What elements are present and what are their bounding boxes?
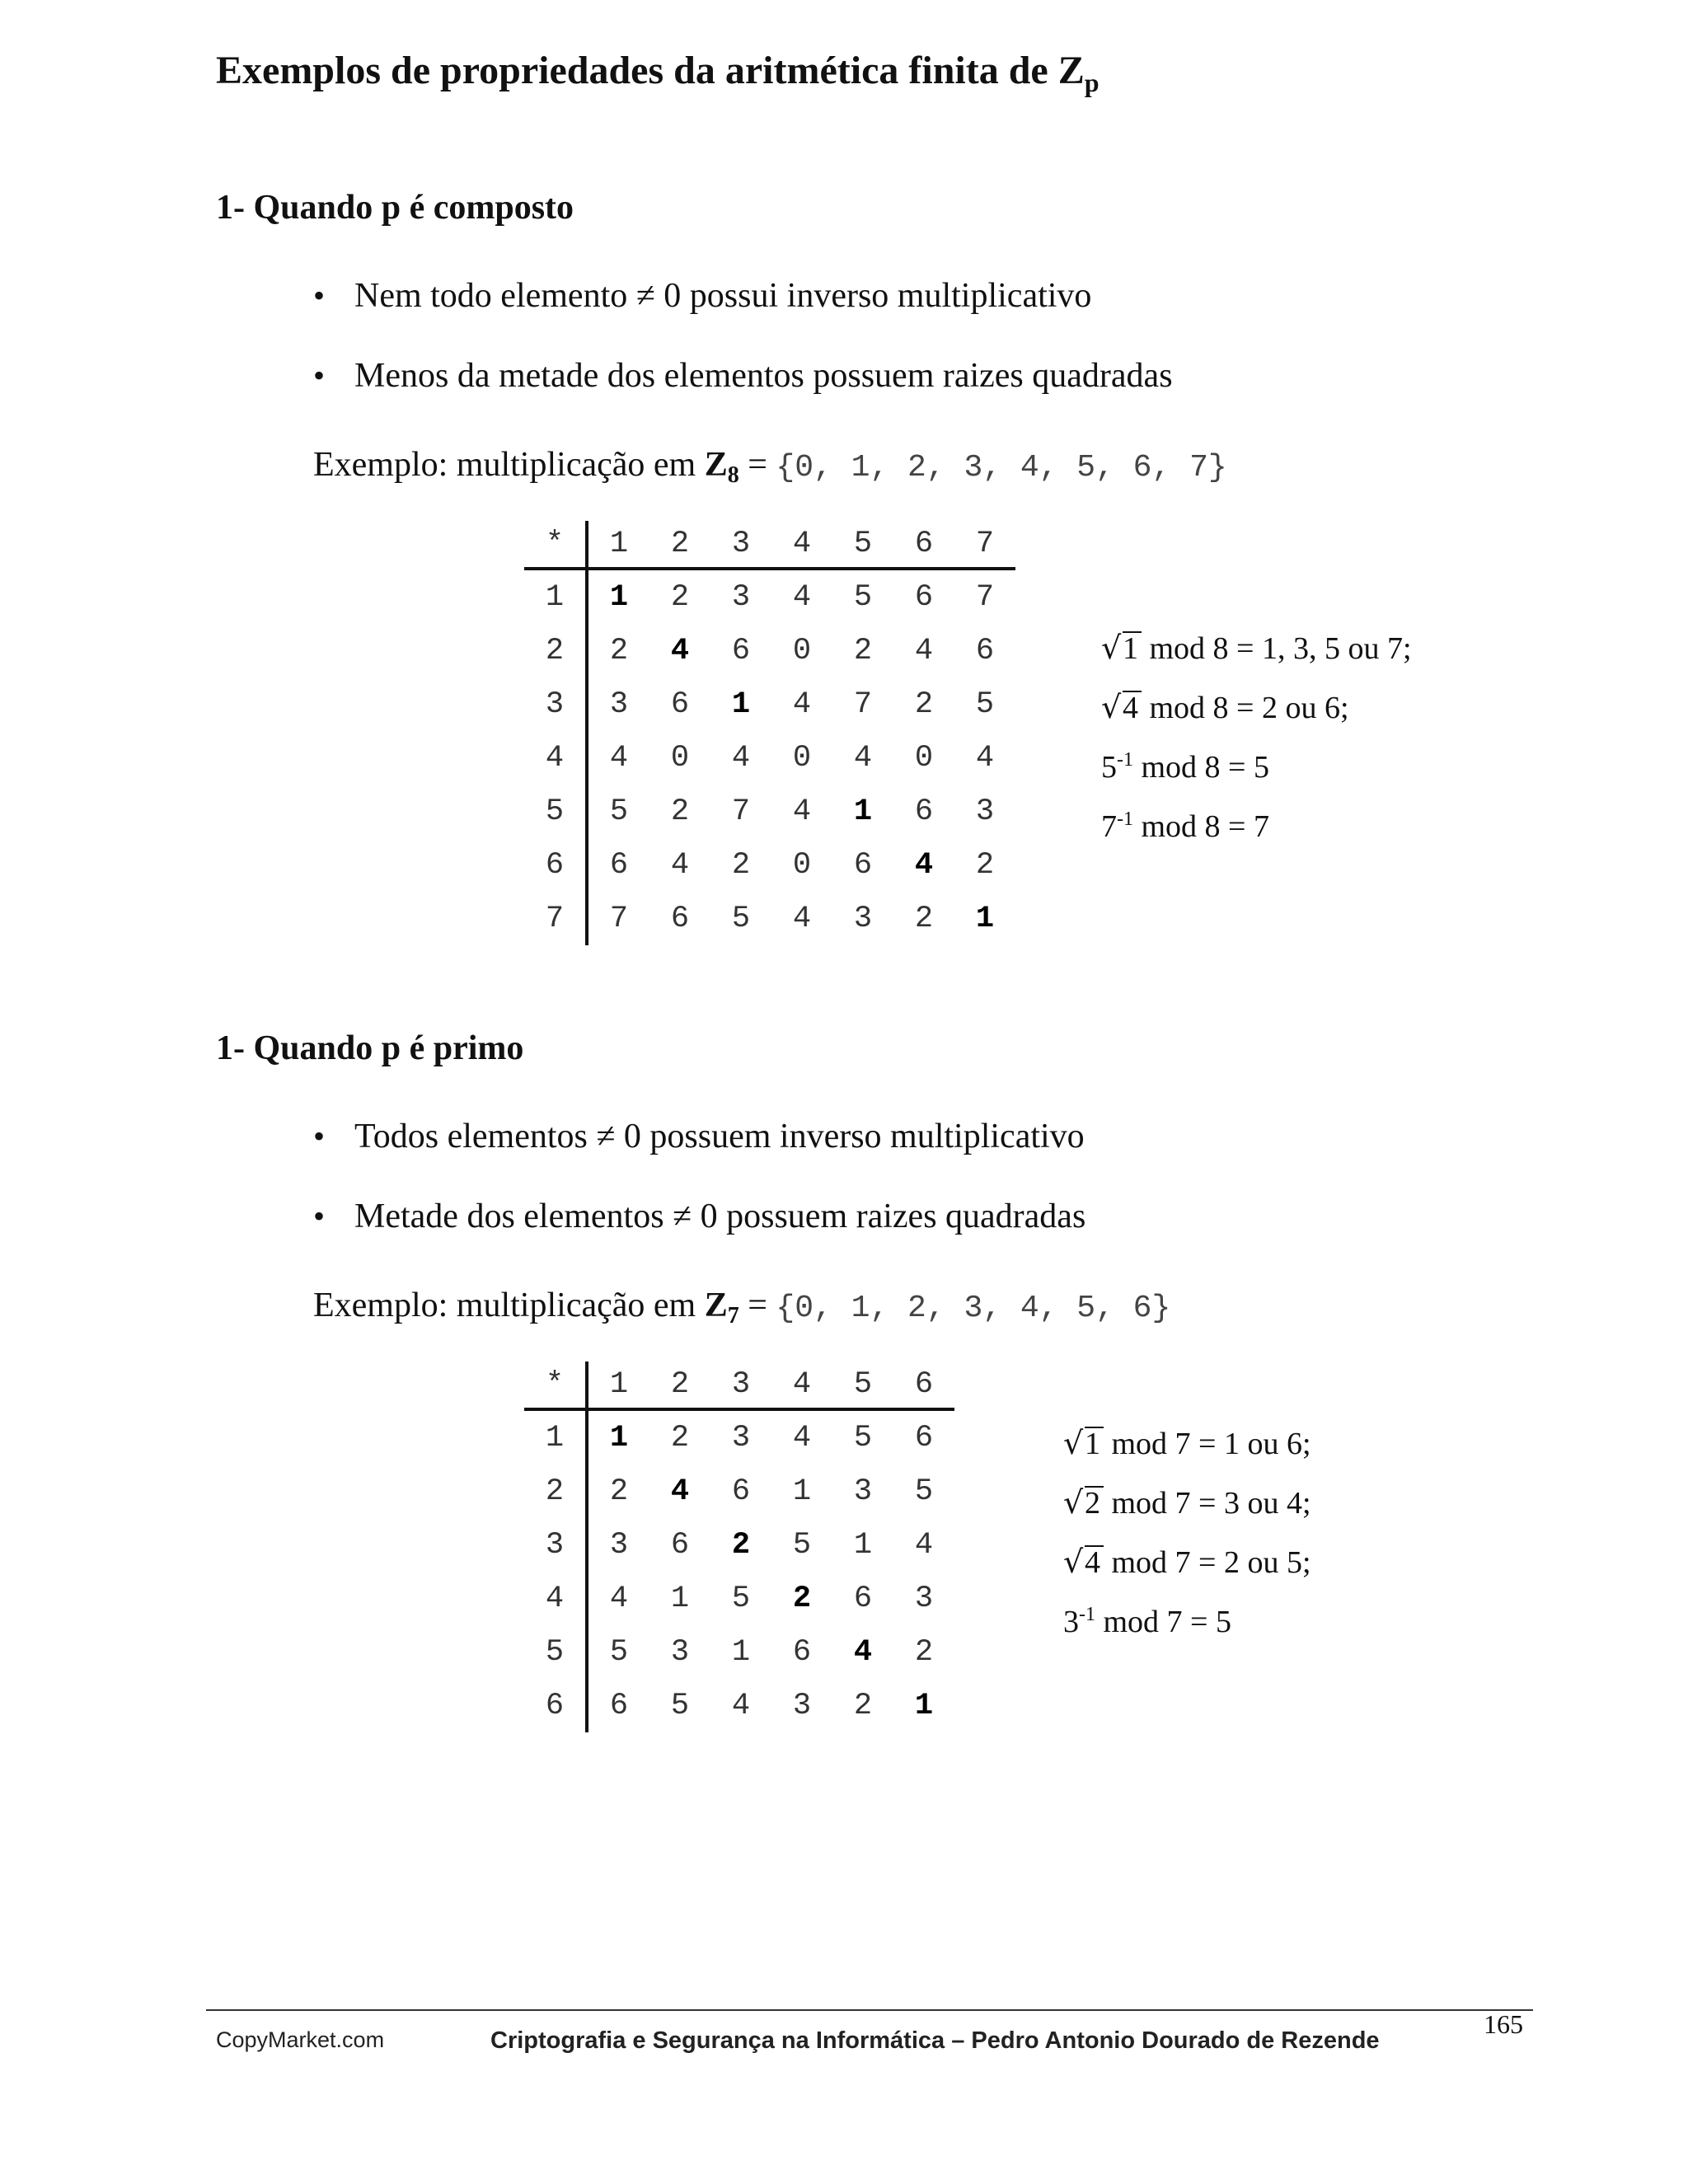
table-header-cell: 3: [710, 1361, 771, 1409]
table-cell: 5: [731, 901, 751, 936]
table-header-cell: 4: [771, 521, 832, 569]
table-cell: 5: [914, 1474, 934, 1509]
table-corner-cell: *: [524, 521, 587, 569]
table-cell: 6: [853, 1581, 873, 1616]
table-cell: 4: [792, 579, 812, 615]
multiplication-table-z7: [524, 1361, 954, 1732]
table-cell: 1: [853, 1527, 873, 1563]
set-values: {0, 1, 2, 3, 4, 5, 6}: [776, 1291, 1171, 1326]
bullet-item: • Todos elementos ≠ 0 possuem inverso multiplicativo: [313, 1117, 1085, 1197]
radicand: 4: [1085, 1545, 1104, 1578]
table-cell: 6: [914, 579, 934, 615]
inverse-base: 3: [1063, 1605, 1079, 1639]
example-line-composite: [313, 445, 1227, 489]
table-cell: 4: [792, 794, 812, 829]
table-row: [524, 731, 1015, 785]
table-row-label: 6: [524, 1679, 587, 1732]
inverse-exponent: -1: [1117, 749, 1133, 771]
note-text: mod 7 = 5: [1095, 1605, 1231, 1639]
note-text: mod 8 = 2 ou 6;: [1142, 691, 1349, 725]
table-header-cell: 4: [771, 1361, 832, 1409]
table-cell: 2: [670, 1420, 690, 1455]
table-cell: 3: [975, 794, 995, 829]
table-row: [524, 1409, 954, 1465]
table-cell: 4: [792, 687, 812, 722]
table-cell: 2: [914, 687, 934, 722]
page-title-text: Exemplos de propriedades da aritmética finita de Z: [216, 49, 1085, 92]
table-cell: 6: [975, 633, 995, 668]
table-row-label: 5: [524, 785, 587, 838]
table-cell: 3: [853, 1474, 873, 1509]
table-cell: 4: [914, 633, 934, 668]
table-cell: 4: [731, 1688, 751, 1723]
table-row-label: 1: [524, 569, 587, 624]
bullet-item: • Metade dos elementos ≠ 0 possuem raizes quadradas: [313, 1197, 1085, 1277]
equals-sign: =: [738, 1286, 776, 1324]
inverse-base: 5: [1101, 750, 1117, 785]
table-header-cell: 6: [893, 521, 954, 569]
table-cell: 4: [670, 1474, 690, 1509]
table-cell: 4: [914, 847, 934, 883]
note-line: [1063, 1426, 1311, 1485]
table-row: [524, 1625, 954, 1679]
table-cell: 0: [792, 740, 812, 776]
example-prefix: Exemplo: multiplicação em: [313, 1286, 705, 1324]
table-cell: 5: [853, 1420, 873, 1455]
table-cell: 2: [731, 847, 751, 883]
table-cell: 3: [853, 901, 873, 936]
table-cell: 1: [731, 687, 751, 722]
table-cell: 5: [853, 579, 873, 615]
table-cell: 6: [853, 847, 873, 883]
table-cell: 2: [670, 794, 690, 829]
page-title-subscript: p: [1084, 68, 1100, 97]
table-header-cell: 5: [832, 521, 893, 569]
table-cell: 6: [914, 794, 934, 829]
table-cell: 6: [670, 687, 690, 722]
table-cell: 3: [792, 1688, 812, 1723]
note-line: [1101, 808, 1412, 868]
note-text: mod 7 = 2 ou 5;: [1104, 1545, 1311, 1580]
notes-z7: [1063, 1426, 1311, 1663]
table-row-label: 4: [524, 731, 587, 785]
table-header-cell: 3: [710, 521, 771, 569]
table-cell: 5: [670, 1688, 690, 1723]
table-header-row: [524, 521, 1015, 569]
table-cell: 7: [975, 579, 995, 615]
table-cell: 3: [609, 687, 629, 722]
table-cell: 5: [609, 1634, 629, 1670]
table-cell: 4: [609, 740, 629, 776]
table-cell: 3: [731, 1420, 751, 1455]
table-cell: 2: [853, 1688, 873, 1723]
equals-sign: =: [738, 446, 776, 484]
page-number: 165: [1484, 2009, 1523, 2039]
radicand: 1: [1085, 1427, 1104, 1460]
table-cell: 3: [731, 579, 751, 615]
note-text: mod 8 = 7: [1133, 809, 1269, 844]
table-header-row: [524, 1361, 954, 1409]
table-cell: 2: [853, 633, 873, 668]
table-row-label: 4: [524, 1572, 587, 1625]
note-text: mod 8 = 5: [1133, 750, 1269, 785]
table-row-label: 2: [524, 1465, 587, 1518]
note-line: [1101, 749, 1412, 808]
note-line: [1101, 630, 1412, 690]
table-row: [524, 569, 1015, 624]
sqrt-expression: [1063, 1486, 1104, 1521]
notes-z8: [1101, 630, 1412, 868]
table-row-label: 2: [524, 624, 587, 677]
table-cell: 4: [853, 1634, 873, 1670]
sqrt-expression: [1063, 1545, 1104, 1580]
bullet-item: • Menos da metade dos elementos possuem raizes quadradas: [313, 356, 1173, 436]
table-cell: 6: [670, 1527, 690, 1563]
table-header-cell: 1: [587, 521, 649, 569]
table-cell: 2: [792, 1581, 812, 1616]
multiplication-table-z8: [524, 521, 1015, 945]
table-row: [524, 1572, 954, 1625]
footer-book-title: Criptografia e Segurança na Informática – Pedro Antonio Dourado de Rezende: [490, 2027, 1380, 2054]
inverse-exponent: -1: [1117, 808, 1133, 830]
table-cell: 6: [731, 1474, 751, 1509]
inverse-base: 7: [1101, 809, 1117, 844]
table-row: [524, 892, 1015, 945]
table-cell: 3: [914, 1581, 934, 1616]
table-cell: 6: [670, 901, 690, 936]
footer-publisher: CopyMarket.com: [216, 2027, 385, 2052]
table-cell: 1: [914, 1688, 934, 1723]
table-row-label: 3: [524, 677, 587, 731]
sqrt-expression: [1063, 1427, 1104, 1461]
note-line: [1101, 690, 1412, 749]
table-row-label: 5: [524, 1625, 587, 1679]
table-row-label: 7: [524, 892, 587, 945]
bullet-list-prime: [313, 1117, 1085, 1277]
set-symbol-letter: Z: [704, 446, 728, 484]
set-symbol: [704, 446, 739, 488]
table-cell: 2: [975, 847, 995, 883]
table-cell: 3: [609, 1527, 629, 1563]
radicand: 2: [1085, 1486, 1104, 1519]
set-subscript: 8: [727, 462, 739, 488]
table-cell: 4: [914, 1527, 934, 1563]
note-line: [1063, 1604, 1311, 1663]
table-cell: 2: [670, 579, 690, 615]
note-line: [1063, 1544, 1311, 1604]
table-cell: 7: [609, 901, 629, 936]
table-cell: 5: [975, 687, 995, 722]
table-cell: 4: [731, 740, 751, 776]
inverse-exponent: -1: [1079, 1604, 1095, 1625]
table-corner-cell: *: [524, 1361, 587, 1409]
footer-divider: [206, 2009, 1533, 2011]
table-row: [524, 624, 1015, 677]
table-cell: 2: [609, 1474, 629, 1509]
table-header-cell: 2: [649, 1361, 710, 1409]
table-row: [524, 1679, 954, 1732]
table-row-label: 3: [524, 1518, 587, 1572]
set-subscript: 7: [727, 1303, 739, 1329]
page-title: [216, 48, 1100, 98]
table-cell: 0: [792, 847, 812, 883]
table-cell: 2: [731, 1527, 751, 1563]
table-header-cell: 5: [832, 1361, 893, 1409]
set-values: {0, 1, 2, 3, 4, 5, 6, 7}: [776, 450, 1227, 485]
table-cell: 4: [670, 633, 690, 668]
table-cell: 4: [975, 740, 995, 776]
table-cell: 5: [792, 1527, 812, 1563]
table-cell: 0: [914, 740, 934, 776]
table-cell: 0: [792, 633, 812, 668]
table-cell: 5: [731, 1581, 751, 1616]
radicand: 4: [1123, 691, 1142, 724]
table-header-cell: 1: [587, 1361, 649, 1409]
table-cell: 2: [914, 901, 934, 936]
sqrt-expression: [1101, 691, 1142, 725]
table-cell: 5: [609, 794, 629, 829]
bullet-list-composite: [313, 276, 1173, 436]
table-cell: 3: [670, 1634, 690, 1670]
set-symbol-letter: Z: [704, 1286, 728, 1324]
table-cell: 7: [731, 794, 751, 829]
table-row: [524, 838, 1015, 892]
table-header-cell: 2: [649, 521, 710, 569]
table-cell: 6: [914, 1420, 934, 1455]
section-heading-composite: 1- Quando p é composto: [216, 189, 574, 227]
note-text: mod 7 = 1 ou 6;: [1104, 1427, 1311, 1461]
table-cell: 4: [853, 740, 873, 776]
set-symbol: [704, 1286, 739, 1329]
table-cell: 4: [670, 847, 690, 883]
example-prefix: Exemplo: multiplicação em: [313, 446, 705, 484]
radicand: 1: [1123, 631, 1142, 664]
table-header-cell: 6: [893, 1361, 954, 1409]
table-cell: 6: [609, 1688, 629, 1723]
table-cell: 1: [670, 1581, 690, 1616]
table-cell: 6: [792, 1634, 812, 1670]
table-row-label: 6: [524, 838, 587, 892]
note-line: [1063, 1485, 1311, 1544]
table-cell: 6: [609, 847, 629, 883]
table-row: [524, 677, 1015, 731]
table-cell: 7: [853, 687, 873, 722]
table-cell: 1: [975, 901, 995, 936]
table-cell: 1: [609, 579, 629, 615]
table-row-label: 1: [524, 1409, 587, 1465]
note-text: mod 8 = 1, 3, 5 ou 7;: [1142, 631, 1412, 666]
bullet-item: • Nem todo elemento ≠ 0 possui inverso multiplicativo: [313, 276, 1173, 356]
example-line-prime: [313, 1286, 1170, 1329]
note-text: mod 7 = 3 ou 4;: [1104, 1486, 1311, 1521]
table-row: [524, 785, 1015, 838]
table-row: [524, 1465, 954, 1518]
table-cell: 1: [731, 1634, 751, 1670]
table-cell: 4: [609, 1581, 629, 1616]
table-cell: 6: [731, 633, 751, 668]
table-cell: 1: [792, 1474, 812, 1509]
table-cell: 4: [792, 901, 812, 936]
table-cell: 1: [853, 794, 873, 829]
table-cell: 1: [609, 1420, 629, 1455]
table-cell: 2: [914, 1634, 934, 1670]
sqrt-expression: [1101, 631, 1142, 666]
table-row: [524, 1518, 954, 1572]
table-cell: 0: [670, 740, 690, 776]
section-heading-prime: 1- Quando p é primo: [216, 1029, 524, 1067]
table-cell: 2: [609, 633, 629, 668]
table-header-cell: 7: [954, 521, 1015, 569]
table-cell: 4: [792, 1420, 812, 1455]
